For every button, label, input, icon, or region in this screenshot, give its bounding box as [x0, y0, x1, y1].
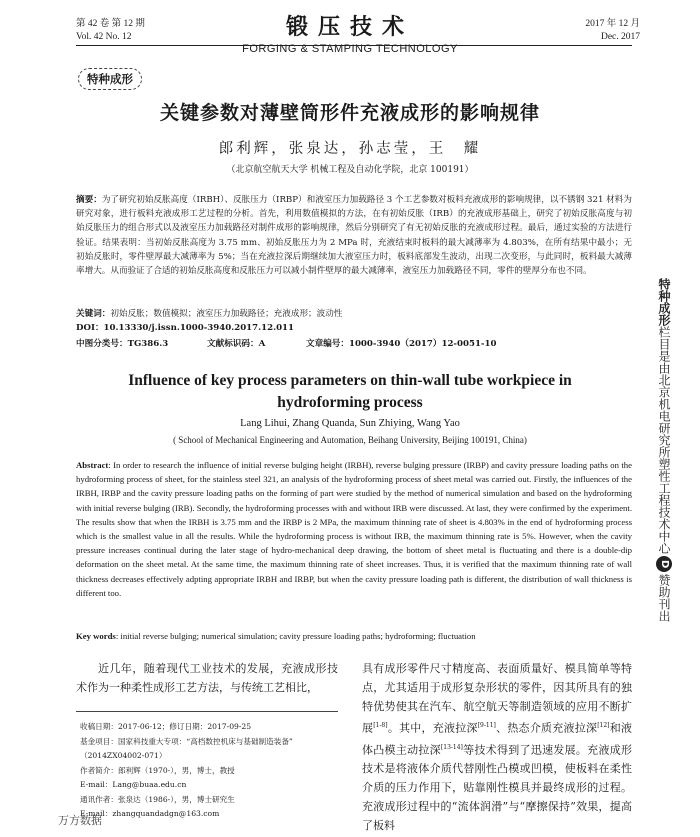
sidebar-label: 特种成形: [657, 278, 671, 326]
clc-number: 中图分类号：TG386.3: [76, 339, 169, 349]
body-text-4: 和液体凸模主动拉深: [362, 721, 632, 757]
keywords-en-label: Key words: [76, 631, 116, 641]
sponsor-logo-icon: D: [656, 556, 672, 572]
section-badge: 特种成形: [78, 68, 142, 90]
volume-en: Vol. 42 No. 12: [76, 32, 132, 42]
citation-2: [9-11]: [477, 722, 496, 729]
body-text-1: 具有成形零件尺寸精度高、表面质量好、模具简单等特点，尤其适用于成形复杂形状的零件，因其所具有的独特优势使其在汽车、航空航天等制造领域的应用不断扩展: [362, 662, 632, 735]
authors-en: Lang Lihui, Zhang Quanda, Sun Zhiying, Wang Yao: [240, 418, 460, 429]
abstract-en-text: : In order to research the influence of initial reverse bulging height (IRBH), reverse bulging pressure (IRBP) and cavity pressure loading paths on the hydroforming process of sheet, for the stainless steel 321, an analysis of the hydroforming process of sheet metal was carried out. Firstly, the influences of the IRBH, IRBP and the cavity pressure loading paths on the forming of part were studied by the method of numerical simulation and based on the hydroforming with initial reverse bulging (IRB). Secondly, the hydroforming processes with and without IRB were discussed. At last, they were confirmed by the experiment. The results show that when the IRBH is 3.75 mm and the IRBP is 2 MPa, the maximum thinning rate of sheet is 4.803% in the end of hydroforming process which is the smallest value in all the results. While the hydroforming process is without IRB, the maximum thinning rate is 5%. However, when the cavity pressure increases continual during the later stage of hydro-mechanical deep drawing, the bottom of sheet metal is fluctuating and there is a double-dip deformation on the sheet metal. At the same time, the maximum thinning rate of sheet increases. Thus, it is verified that the maximum thinning rate of wall thickness decreases effectively adpting appropriate IRBH and IRBP, but when the cavity pressure loading path is different, the distribution of wall thickness is different too.: [76, 460, 632, 598]
body-text-5: 等技术得到了迅速发展。充液成形技术是将液体介质代替刚性凸模或凹模，使板料在柔性介质的压力作用下，贴靠刚性模具并最终成形的过程。充液成形过程中的“流体润滑”与“摩擦保持”效果，提高了板料: [362, 743, 633, 833]
paper-title-en: [0, 370, 700, 414]
sponsor-sidebar: [650, 278, 672, 622]
journal-title-cn: 锻压技术: [285, 14, 414, 40]
journal-date: [585, 18, 640, 44]
volume-cn: 第 42 卷 第 12 期: [76, 19, 145, 29]
body-left-column: 近几年，随着现代工业技术的发展，充液成形技术作为一种柔性成形工艺方法，与传统工艺相比，: [76, 662, 338, 694]
footnote-email-1: E-mail：Lang@buaa.edu.cn: [80, 780, 187, 789]
affiliation-en: ( School of Mechanical Engineering and Automation, Beihang University, Beijing 100191, China): [173, 435, 527, 445]
abstract-cn: [76, 193, 632, 278]
doi: DOI：10.13330/j.issn.1000-3940.2017.12.011: [76, 323, 295, 333]
watermark: 万方数据: [58, 814, 102, 827]
keywords-cn-label: 关键词：: [76, 309, 111, 319]
body-right-column: [362, 659, 632, 835]
affiliation-cn: （北京航空航天大学 机械工程及自动化学院，北京 100191）: [226, 165, 474, 175]
keywords-en: [76, 631, 632, 641]
footnote-divider: [76, 711, 338, 712]
citation-4: [13-14]: [440, 743, 463, 751]
classification-line: [76, 337, 632, 349]
footnote-fund-2: （2014ZX04002-071）: [80, 751, 167, 760]
body-text-2: 。其中，充液拉深: [387, 721, 478, 735]
keywords-en-text: : initial reverse bulging; numerical simulation; cavity pressure loading paths; hydroforming; fluctuation: [115, 631, 476, 641]
keywords-cn: [76, 307, 632, 321]
header-divider: [76, 45, 632, 46]
sidebar-suffix: 赞助刊出: [657, 574, 671, 622]
keywords-cn-text: 初始反胀；数值模拟；液室压力加载路径；充液成形；波动性: [110, 309, 343, 319]
article-number: 文章编号：1000-3940（2017）12-0051-10: [306, 339, 497, 349]
abstract-en: [76, 458, 632, 600]
journal-title-en: FORGING & STAMPING TECHNOLOGY: [242, 43, 458, 55]
citation-3: [12]: [597, 722, 610, 729]
paper-title-cn: 关键参数对薄壁筒形件充液成形的影响规律: [159, 102, 540, 124]
abstract-cn-label: 摘要：: [76, 195, 102, 205]
footnotes: [80, 720, 342, 822]
sidebar-text: 栏目是由北京机电研究所塑性工程技术中心: [657, 326, 671, 554]
footnote-corresponding: 通讯作者：张泉达（1986-），男，博士研究生: [80, 794, 235, 804]
abstract-en-label: Abstract: [76, 460, 109, 470]
document-code: 文献标识码：A: [207, 339, 266, 349]
paper-title-en-text: Influence of key process parameters on thin-wall tube workpiece in hydroforming process: [128, 372, 572, 411]
body-text-3: 、热态介质充液拉深: [495, 721, 598, 735]
footnote-author: 作者简介：郎利辉（1970-），男，博士，教授: [80, 765, 235, 775]
date-en: Dec. 2017: [600, 32, 640, 42]
citation-1: [1-8]: [373, 722, 388, 729]
footnote-received: 收稿日期：2017-06-12；修订日期：2017-09-25: [80, 722, 252, 731]
abstract-cn-text: 为了研究初始反胀高度（IRBH）、反胀压力（IRBP）和液室压力加载路径 3 个工艺参数对板料充液成形的影响规律，以不锈钢 321 材料为研究对象，进行板料充液成形工艺过程的分析。首先，利用数值模拟的方法，在有初始反胀（IRB）的充液成形基础上，研究了初始反胀高度与初始反胀压力的组合形式以及液室压力加载路径对制件成形的影响规律，然后分别研究了有无初始反胀的充液成形过程。最后，通过实验的方法进行验证。结果表明：当初始反胀高度为 3.75 mm、初始反胀压力为 2 MPa 时，充液结束时板料的最大减薄率为 4.803%，在所有结果中最小；无初始反胀时，零件壁厚最大减薄率为 5%；当在充液拉深后期继续加大液室压力时，板料底部发生波动，出现二次变形，与此同时，板料最大减薄率增大。从而验证了合适的初始反胀高度和反胀压力可以减小制件壁厚的最大减薄率，液室压力加载路径不同，零件的壁厚分布也不同。: [76, 195, 632, 277]
date-cn: 2017 年 12 月: [585, 19, 640, 29]
footnote-email-2: E-mail：zhangquandadgn@163.com: [80, 809, 220, 818]
authors-cn: 郎利辉，张泉达，孙志莹，王 耀: [218, 141, 482, 157]
footnote-fund-1: 基金项目：国家科技重大专项：“高档数控机床与基础制造装备”: [80, 736, 293, 746]
